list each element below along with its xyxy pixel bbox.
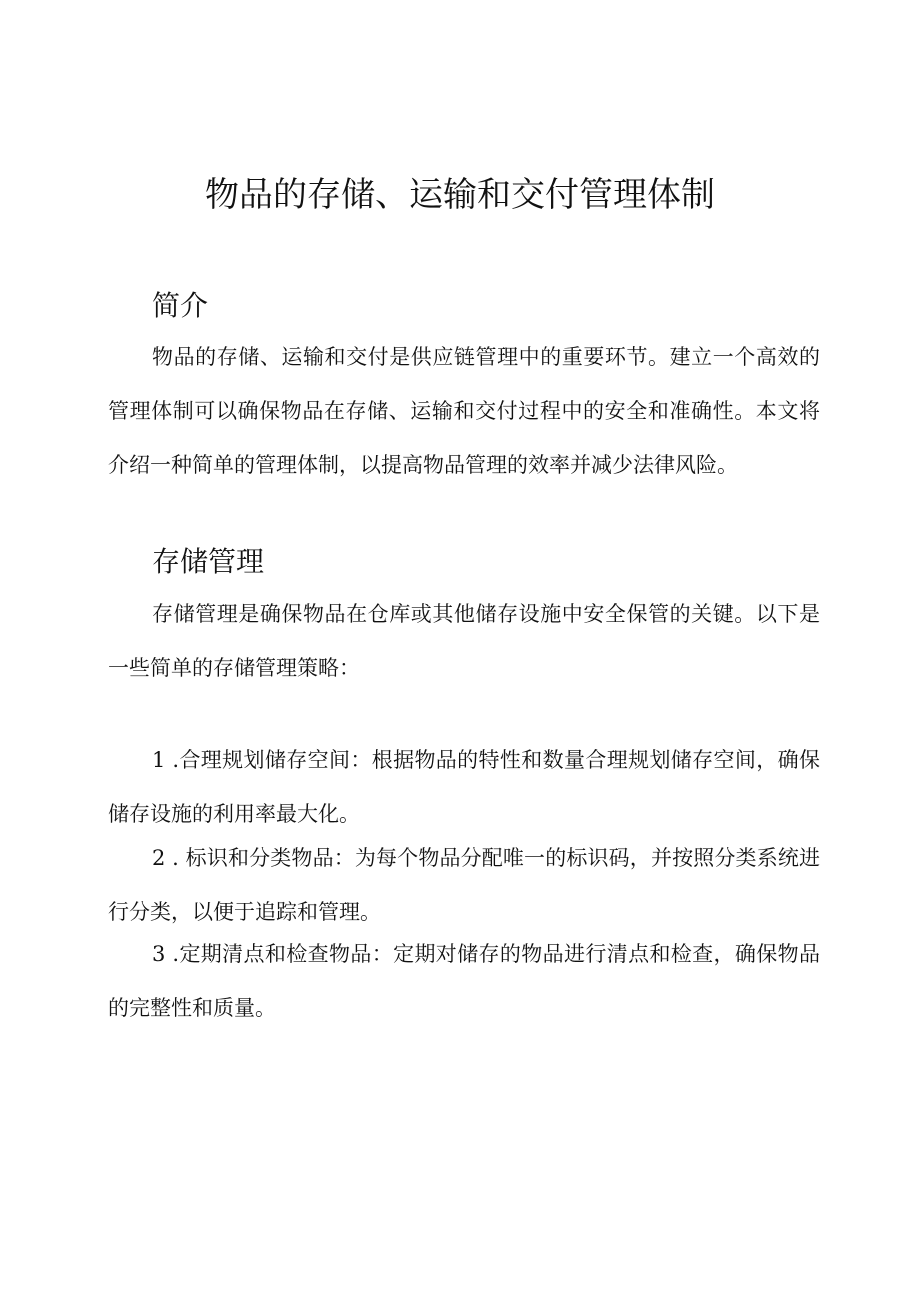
section-heading-intro: 简介 xyxy=(152,289,209,322)
storage-list-item-2: 2 . 标识和分类物品：为每个物品分配唯一的标识码，并按照分类系统进行分类，以便于追踪和管理。 xyxy=(108,846,820,924)
intro-paragraph: 物品的存储、运输和交付是供应链管理中的重要环节。建立一个高效的管理体制可以确保物品在存储、运输和交付过程中的安全和准确性。本文将介绍一种简单的管理体制，以提高物品管理的效率并减少法律风险。 xyxy=(108,345,820,477)
storage-list-item-3: 3 .定期清点和检查物品：定期对储存的物品进行清点和检查，确保物品的完整性和质量。 xyxy=(108,942,820,1020)
section-heading-storage: 存储管理 xyxy=(152,545,265,578)
storage-list-item-1: 1 .合理规划储存空间：根据物品的特性和数量合理规划储存空间，确保储存设施的利用率最大化。 xyxy=(108,748,820,826)
document-title: 物品的存储、运输和交付管理体制 xyxy=(205,175,715,215)
storage-paragraph: 存储管理是确保物品在仓库或其他储存设施中安全保管的关键。以下是一些简单的存储管理策略： xyxy=(108,602,820,680)
